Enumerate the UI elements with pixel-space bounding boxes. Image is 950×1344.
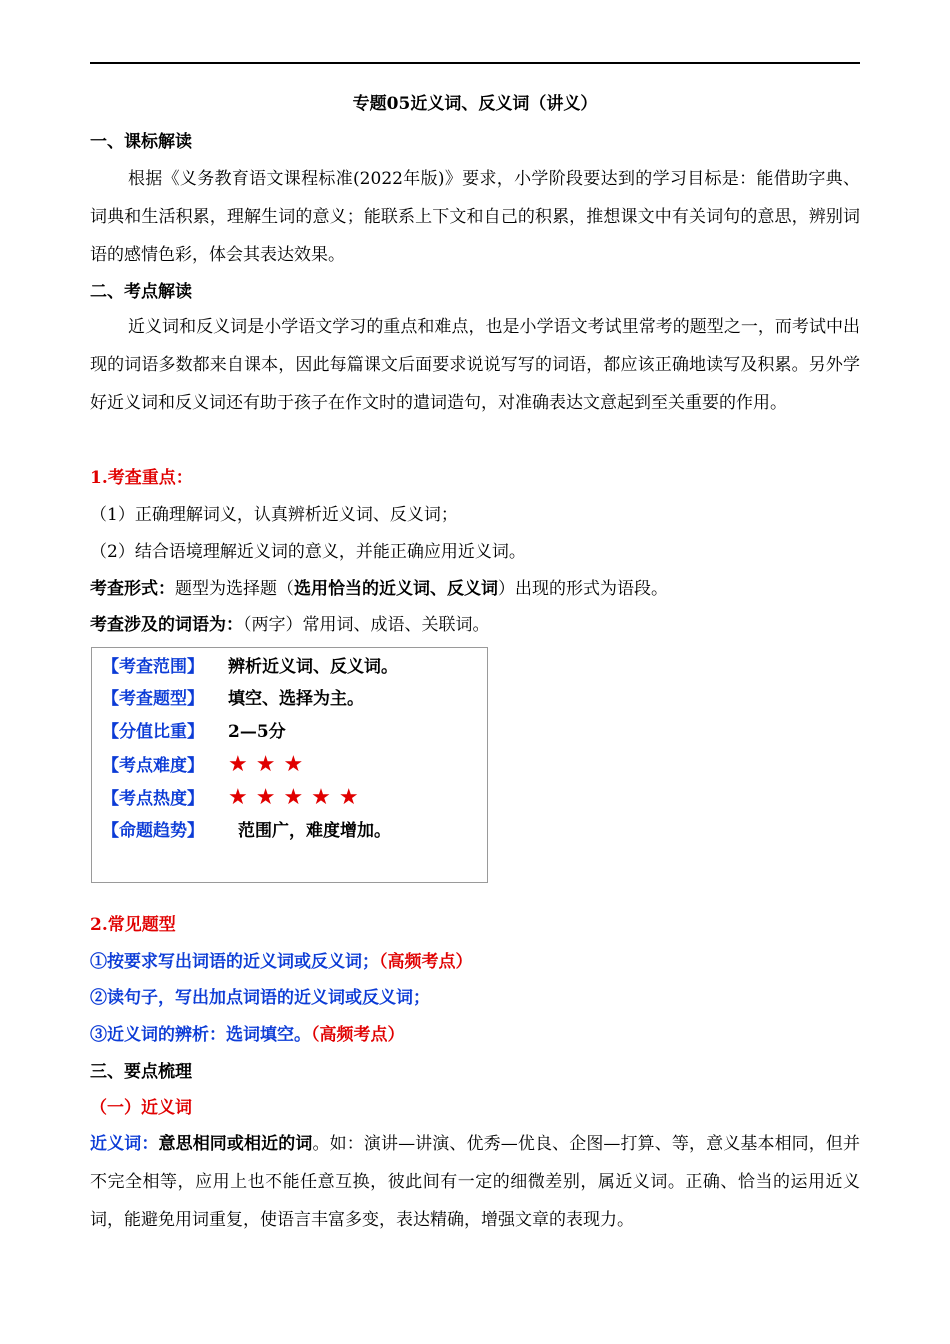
info-box — [91, 647, 488, 883]
section3-heading: 三、要点梳理 — [90, 1062, 192, 1082]
common-type-text: ③近义词的辨析：选词填空。 — [90, 1025, 311, 1045]
common-type-item-3 — [90, 1024, 860, 1046]
info-row-type — [102, 688, 364, 710]
focus-heading: 1.考查重点： — [90, 468, 193, 488]
synonym-definition — [90, 1125, 860, 1239]
info-label: 【考查题型】 — [102, 689, 204, 709]
header-rule — [90, 62, 860, 64]
info-row-scope — [102, 656, 398, 678]
high-frequency-tag: （高频考点） — [311, 1025, 405, 1045]
common-type-item-1 — [90, 951, 860, 973]
info-label: 【考查范围】 — [102, 657, 204, 677]
exam-form-pre: 题型为选择题（ — [175, 579, 294, 599]
info-row-score — [102, 721, 286, 743]
exam-form-post: ）出现的形式为语段。 — [498, 579, 668, 599]
exam-form-label: 考查形式： — [90, 579, 175, 599]
exam-form-bold: 选用恰当的近义词、反义词 — [294, 579, 498, 599]
exam-form — [90, 578, 860, 600]
section1-text: 根据《义务教育语文课程标准(2022年版)》要求，小学阶段要达到的学习目标是：能借助字典、词典和生活积累，理解生词的意义；能联系上下文和自己的积累，推想课文中有关词句的意思，辨别词语的感情色彩，体会其表达效果。 — [90, 169, 860, 265]
definition-text: 。如：演讲—讲演、优秀—优良、企图—打算、等，意义基本相同，但并不完全相等，应用上也不能任意互换，彼此间有一定的细微差别，属近义词。正确、恰当的运用近义词，能避免用词重复，使语言丰富多变，表达精确，增强文章的表现力。 — [90, 1134, 861, 1230]
common-type-text: ②读句子，写出加点词语的近义词或反义词； — [90, 988, 430, 1008]
common-types-heading: 2.常见题型 — [90, 915, 176, 935]
definition-label: 近义词： — [90, 1134, 159, 1154]
page-title: 专题05近义词、反义词（讲义） — [352, 94, 598, 114]
info-label: 【考点难度】 — [102, 756, 204, 776]
info-label: 【分值比重】 — [102, 722, 204, 742]
info-value: 2—5分 — [228, 722, 286, 742]
common-type-text: ①按要求写出词语的近义词或反义词； — [90, 952, 379, 972]
exam-words-label: 考查涉及的词语为： — [90, 615, 243, 635]
section2-text: 近义词和反义词是小学语文学习的重点和难点，也是小学语文考试里常考的题型之一，而考试中出现的词语多数都来自课本，因此每篇课文后面要求说说写写的词语，都应该正确地读写及积累。另外学好近义词和反义词还有助于孩子在作文时的遣词造句，对准确表达文意起到至关重要的作用。 — [90, 317, 860, 413]
high-frequency-tag: （高频考点） — [379, 952, 473, 972]
section2-heading: 二、考点解读 — [90, 282, 192, 302]
focus-item-1: （1）正确理解词义，认真辨析近义词、反义词； — [90, 505, 458, 525]
focus-item-2: （2）结合语境理解近义词的意义，并能正确应用近义词。 — [90, 542, 526, 562]
info-row-difficulty — [102, 754, 311, 777]
exam-words — [90, 614, 860, 636]
info-value: 辨析近义词、反义词。 — [228, 657, 398, 677]
exam-words-text: （两字）常用词、成语、关联词。 — [243, 615, 490, 635]
info-row-heat — [102, 787, 367, 810]
difficulty-stars: ★★★ — [228, 752, 312, 777]
definition-bold: 意思相同或相近的词 — [158, 1134, 313, 1154]
info-row-trend — [102, 820, 391, 842]
section3-subheading: （一）近义词 — [90, 1098, 192, 1118]
common-type-item-2 — [90, 987, 860, 1009]
section1-heading: 一、课标解读 — [90, 132, 192, 152]
info-value: 填空、选择为主。 — [228, 689, 364, 709]
info-label: 【命题趋势】 — [102, 821, 204, 841]
info-value: 范围广，难度增加。 — [238, 821, 391, 841]
info-label: 【考点热度】 — [102, 789, 204, 809]
heat-stars: ★★★★★ — [228, 785, 367, 810]
